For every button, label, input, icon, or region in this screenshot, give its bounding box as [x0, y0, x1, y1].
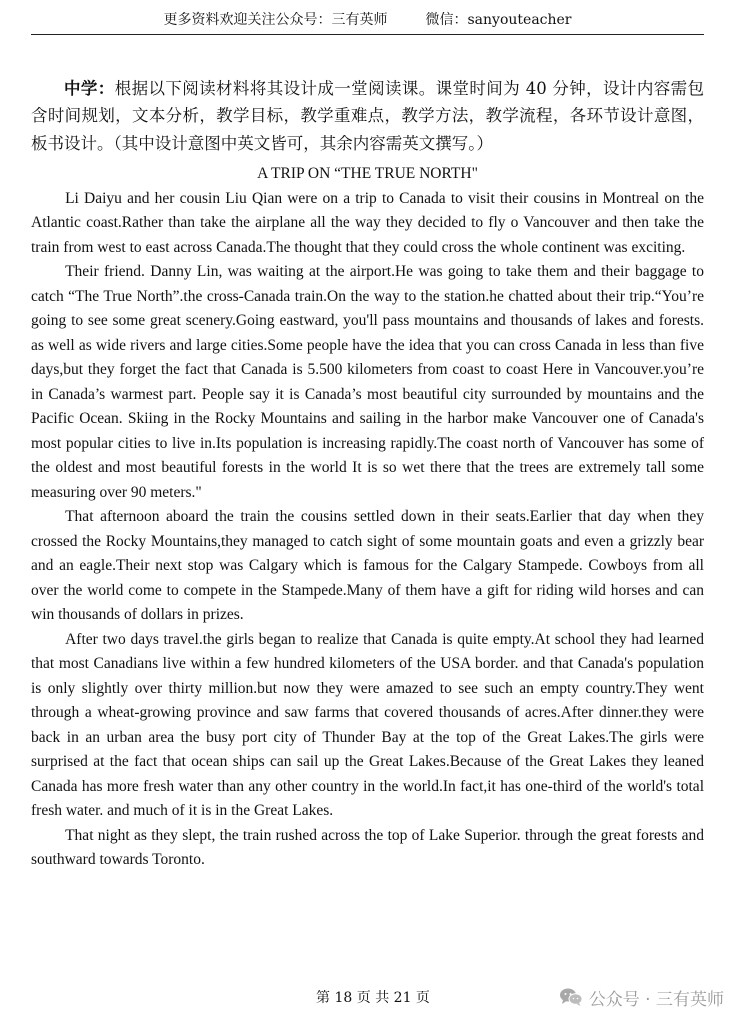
page-header: [31, 10, 704, 34]
page-number: 第 18 页 共 21 页: [316, 990, 430, 1006]
wechat-watermark: [559, 982, 724, 1012]
article-paragraph: Li Daiyu and her cousin Liu Qian were on a trip to Canada to visit their cousins in Montreal on the Atlantic coast.Rather than take the airplane all the way they decided to fly o Vancouver and then take the train from west to east across Canada.The thought that they could cross the whole continent was exciting.: [31, 189, 704, 256]
article-paragraph: After two days travel.the girls began to realize that Canada is quite empty.At school they had learned that most Canadians live within a few hundred kilometers of the USA border. and that Canada's population is only slightly over thirty million.but now they were amazed to see such an empty country.They went through a wheat-growing province and saw farms that covered thousands of acres.After dinner.they were back in an urban area the busy port city of Thunder Bay at the top of the Great Lakes.The girls were surprised at the fact that ocean ships can sail up the Great Lakes.Because of the Great Lakes they leaned Canada has more fresh water than any other country in the world.In fact,it has one-third of the world's total fresh water. and much of it is in the Great Lakes.: [31, 630, 704, 819]
header-left-text: 更多资料欢迎关注公众号：三有英师: [163, 12, 388, 28]
article-paragraph: That afternoon aboard the train the cousins settled down in their seats.Earlier that day when they crossed the Rocky Mountains,they managed to catch sight of some mountain goats and even a grizzly bear and an eagle.Their next stop was Calgary which is famous for the Calgary Stampede. Cowboys from all over the world come to compete in the Stampede.Many of them have a gift for riding wild horses and can win thousands of dollars in prizes.: [31, 508, 704, 623]
article-paragraph: Their friend. Danny Lin, was waiting at the airport.He was going to take them and their baggage to catch “The True North”.the cross-Canada train.On the way to the station.he chatted about their trip.“You’re going to see some great scenery.Going eastward, you'll pass mountains and thousands of lakes and forests. as well as wide rivers and large cities.Some people have the idea that you can cross Canada in less than five days,but they forget the fact that Canada is 5.500 kilometers from coast to coast Here in Vancouver.you’re in Canada’s warmest part. People say it is Canada’s most beautiful city surrounded by mountains and the Pacific Ocean. Skiing in the Rocky Mountains and sailing in the harbor make Vancouver one of Canada's most popular cities to live in.Its population is increasing rapidly.The coast north of Vancouver has some of the oldest and most beautiful forests in the world It is so wet there that the trees are extremely tall some measuring over 90 meters.": [31, 263, 704, 501]
wechat-icon: [559, 987, 583, 1007]
watermark-text: 公众号 · 三有英师: [588, 989, 724, 1010]
article-title: A TRIP ON “THE TRUE NORTH": [257, 165, 478, 182]
article-paragraph: That night as they slept, the train rushed across the top of Lake Superior. through the great forests and southward towards Toronto.: [31, 826, 704, 868]
reading-article: [31, 162, 704, 873]
header-right-text: 微信：sanyouteacher: [425, 12, 572, 28]
instruction-paragraph: [31, 75, 704, 158]
instruction-label: 中学：: [64, 78, 115, 98]
instruction-text: 根据以下阅读材料将其设计成一堂阅读课。课堂时间为 40 分钟，设计内容需包含时间规划，文本分析，教学目标，教学重难点，教学方法，教学流程，各环节设计意图，板书设计。（其中设计意图中英文皆可，其余内容需英文撰写。）: [31, 78, 704, 153]
header-rule: [31, 34, 704, 35]
